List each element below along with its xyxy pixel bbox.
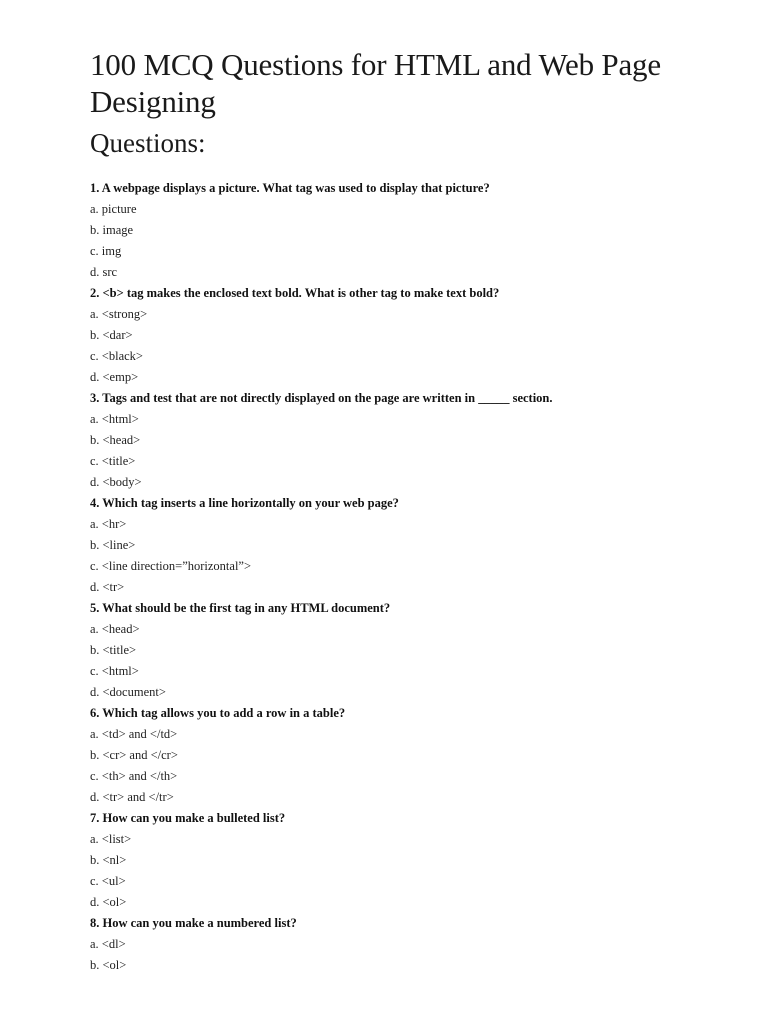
question-block-5	[90, 598, 750, 703]
option-a: a. picture	[90, 202, 137, 216]
option-d: d. <ol>	[90, 895, 127, 909]
section-heading: Questions:	[90, 128, 206, 158]
option-b: b. <line>	[90, 538, 136, 552]
question-block-1	[90, 178, 750, 283]
question-text: 1. A webpage displays a picture. What tag was used to display that picture?	[90, 181, 490, 195]
option-b: b. <ol>	[90, 958, 127, 972]
question-text: 2. <b> tag makes the enclosed text bold. What is other tag to make text bold?	[90, 286, 500, 300]
option-b: b. <head>	[90, 433, 141, 447]
option-a: a. <hr>	[90, 517, 127, 531]
question-list	[90, 178, 750, 976]
option-d: d. <tr> and </tr>	[90, 790, 174, 804]
option-a: a. <html>	[90, 412, 139, 426]
question-block-3	[90, 388, 750, 493]
question-block-8	[90, 913, 750, 976]
option-a: a. <head>	[90, 622, 140, 636]
option-a: a. <td> and </td>	[90, 727, 178, 741]
option-b: b. image	[90, 223, 134, 237]
question-block-7	[90, 808, 750, 913]
question-block-4	[90, 493, 750, 598]
question-block-2	[90, 283, 750, 388]
option-c: c. <html>	[90, 664, 139, 678]
option-d: d. <document>	[90, 685, 166, 699]
option-c: c. <th> and </th>	[90, 769, 178, 783]
question-text: 8. How can you make a numbered list?	[90, 916, 297, 930]
option-d: d. <tr>	[90, 580, 125, 594]
option-a: a. <list>	[90, 832, 132, 846]
option-c: c. <line direction=”horizontal”>	[90, 559, 252, 573]
option-a: a. <dl>	[90, 937, 126, 951]
question-text: 3. Tags and test that are not directly displayed on the page are written in _____ section.	[90, 391, 553, 405]
option-b: b. <title>	[90, 643, 137, 657]
document-title: 100 MCQ Questions for HTML and Web Page Designing	[90, 47, 661, 119]
option-d: d. src	[90, 265, 118, 279]
question-text: 6. Which tag allows you to add a row in a table?	[90, 706, 346, 720]
option-d: d. <emp>	[90, 370, 139, 384]
option-d: d. <body>	[90, 475, 142, 489]
question-text: 7. How can you make a bulleted list?	[90, 811, 286, 825]
option-c: c. <black>	[90, 349, 143, 363]
option-c: c. <title>	[90, 454, 136, 468]
question-text: 5. What should be the first tag in any HTML document?	[90, 601, 391, 615]
option-c: c. <ul>	[90, 874, 126, 888]
option-c: c. img	[90, 244, 122, 258]
option-b: b. <dar>	[90, 328, 133, 342]
document-page	[90, 0, 750, 976]
question-block-6	[90, 703, 750, 808]
question-text: 4. Which tag inserts a line horizontally on your web page?	[90, 496, 399, 510]
option-b: b. <cr> and </cr>	[90, 748, 178, 762]
option-a: a. <strong>	[90, 307, 148, 321]
option-b: b. <nl>	[90, 853, 127, 867]
